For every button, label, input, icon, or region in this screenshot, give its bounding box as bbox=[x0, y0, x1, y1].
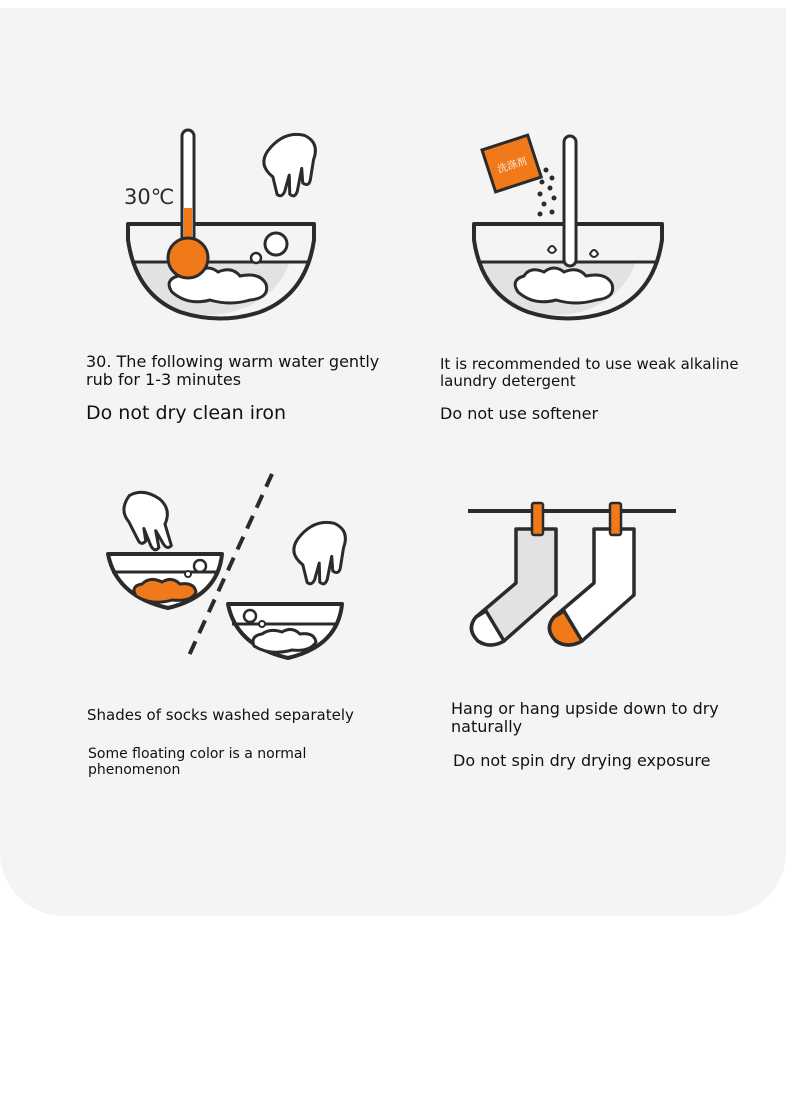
panel-3-instruction: Shades of socks washed separately bbox=[87, 706, 354, 724]
panel-4-note: Do not spin dry drying exposure bbox=[453, 751, 711, 770]
panel-2-instruction-line-2: laundry detergent bbox=[440, 372, 576, 390]
panel-1-instruction-line-1: 30. The following warm water gently bbox=[86, 352, 380, 371]
panel-4-instruction-line-1: Hang or hang upside down to dry bbox=[451, 699, 719, 718]
panel-2-instruction-line-1: It is recommended to use weak alkaline bbox=[440, 355, 739, 373]
panel-1-instruction-line-2: rub for 1-3 minutes bbox=[86, 370, 242, 389]
separate-wash-bowls-icon bbox=[100, 470, 360, 670]
temperature-label: 30℃ bbox=[124, 185, 175, 209]
panel-4-instruction-line-2: naturally bbox=[451, 717, 523, 736]
panel-2-note: Do not use softener bbox=[440, 404, 599, 423]
panel-3-note-line-2: phenomenon bbox=[88, 762, 181, 778]
packet-label: 洗涤剂 bbox=[496, 156, 529, 176]
hanging-socks-icon bbox=[460, 495, 690, 660]
detergent-packet-bowl-icon bbox=[460, 120, 680, 330]
panel-1-note: Do not dry clean iron bbox=[86, 402, 287, 424]
panel-3-note-line-1: Some floating color is a normal bbox=[88, 746, 307, 762]
wash-bowl-thermometer-hand-icon bbox=[110, 120, 340, 330]
